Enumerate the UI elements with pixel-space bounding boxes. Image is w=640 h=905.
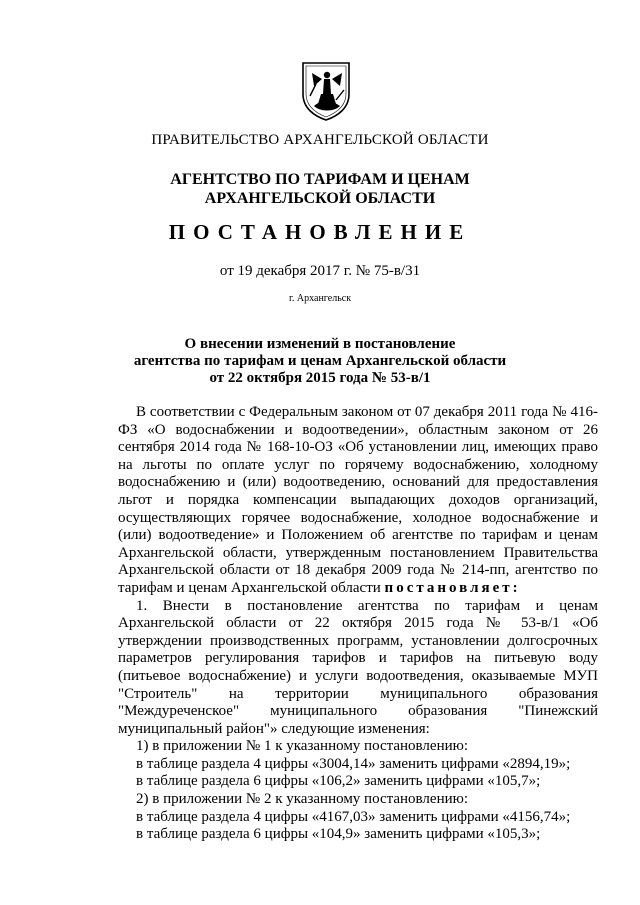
agency-title-line-2: АРХАНГЕЛЬСКОЙ ОБЛАСТИ <box>204 190 436 207</box>
list-item: 1) в приложении № 1 к указанному постановлению: <box>136 738 468 755</box>
list-item: в таблице раздела 4 цифры «4167,03» заменить цифрами «4156,74»; <box>136 808 571 825</box>
document-type-heading: ПОСТАНОВЛЕНИЕ <box>168 220 472 244</box>
agency-title <box>0 170 640 208</box>
subject-line-3: от 22 октября 2015 года № 53-в/1 <box>209 370 431 386</box>
document-subject <box>0 336 640 387</box>
government-title: ПРАВИТЕЛЬСТВО АРХАНГЕЛЬСКОЙ ОБЛАСТИ <box>151 132 489 148</box>
subject-line-1: О внесении изменений в постановление <box>184 336 456 352</box>
point-1-paragraph: 1. Внести в постановление агентства по тарифам и ценам Архангельской области от 22 октября 2015 года № 53-в/1 «Об утверждении производственных программ, установлении долгосрочных параметров регулирования тарифов и тарифов на питьевую воду (питьевое водоснабжение) и услуги водоотведения, оказываемые МУП "Строитель" на территории муниципального образования "Междуреченское" муниципального образования "Пинежский муниципальный район"» следующие изменения: <box>118 597 598 737</box>
coat-of-arms-emblem <box>300 60 352 122</box>
resolves-word: постановляет: <box>384 579 521 596</box>
date-and-number: от 19 декабря 2017 г. № 75-в/31 <box>219 263 421 279</box>
city-label: г. Архангельск <box>288 293 352 304</box>
preamble-paragraph <box>118 404 598 598</box>
list-item: в таблице раздела 6 цифры «106,2» заменить цифрами «105,7»; <box>136 773 541 790</box>
preamble-text: В соответствии с Федеральным законом от 07 декабря 2011 года № 416-ФЗ «О водоснабжении и водоотведении», областным законом от 26 сентября 2014 года № 168-10-ОЗ «Об установлении лиц, имеющих право на льготы по оплате услуг по горячему водоснабжению, холодному водоснабжению и (или) водоотведению, оснований для предоставления льгот и порядка компенсации выпадающих доходов организаций, осуществляющих горячее водоснабжение, холодное водоснабжение и (или) водоотведение» и Положением об агентстве по тарифам и ценам Архангельской области, утвержденным постановлением Правительства Архангельской области от 18 декабря 2009 года № 214-пп, агентство по тарифам и ценам Архангельской области <box>118 404 598 596</box>
list-item: 2) в приложении № 2 к указанному постановлению: <box>136 791 468 808</box>
agency-title-line-1: АГЕНТСТВО ПО ТАРИФАМ И ЦЕНАМ <box>170 171 470 188</box>
document-body <box>118 404 598 844</box>
list-item: в таблице раздела 6 цифры «104,9» заменить цифрами «105,3»; <box>136 826 541 843</box>
subject-line-2: агентства по тарифам и ценам Архангельской области <box>133 353 507 369</box>
list-item: в таблице раздела 4 цифры «3004,14» заменить цифрами «2894,19»; <box>136 755 571 772</box>
